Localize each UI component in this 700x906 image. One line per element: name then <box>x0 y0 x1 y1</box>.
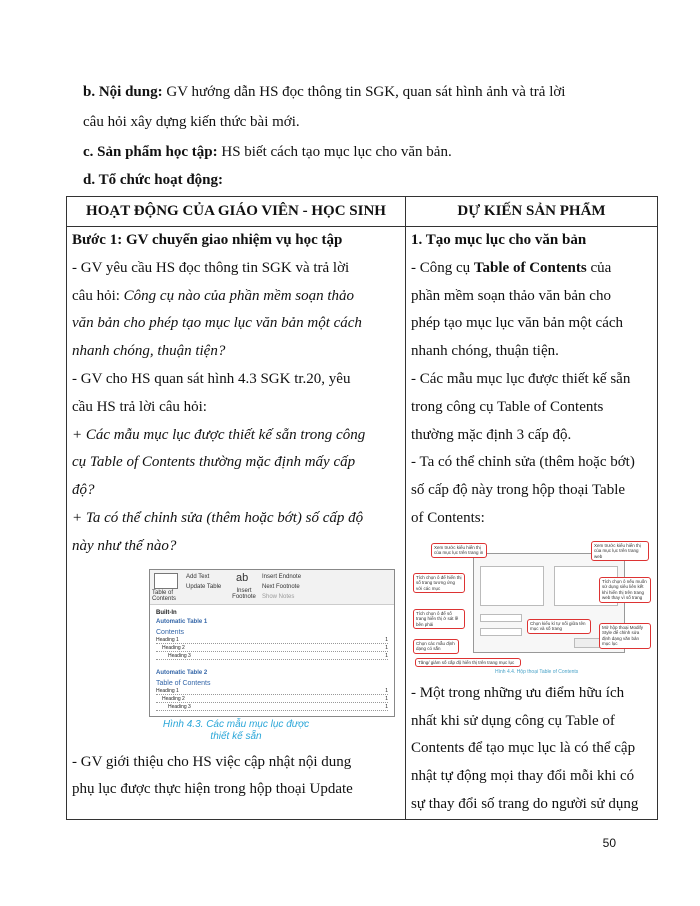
left-line: - GV cho HS quan sát hình 4.3 SGK tr.20, yêu <box>72 370 351 387</box>
organize-line <box>83 170 223 190</box>
left-line: phụ lục được thực hiện trong hộp thoại Update <box>72 781 353 798</box>
print-preview-pane <box>480 566 544 606</box>
right-line: - Một trong những ưu điểm hữu ích <box>411 684 625 701</box>
toc-gallery <box>150 605 394 716</box>
toc-entry: Heading 1 <box>156 687 179 694</box>
contents-title: Contents <box>156 628 185 636</box>
ab-icon: ab <box>236 571 249 584</box>
product-label: c. Sản phẩm học tập: <box>83 144 218 160</box>
add-text-label: Add Text <box>186 573 210 580</box>
right-line: of Contents: <box>411 509 485 526</box>
toc-templates-figure <box>149 569 395 717</box>
built-in-label: Built-In <box>156 609 177 616</box>
ribbon-toolbar <box>150 570 394 605</box>
toc-row: Heading 3 1 <box>156 653 388 660</box>
right-line: sự thay đổi số trang do người sử dụng <box>411 795 639 812</box>
content-label: b. Nội dung: <box>83 84 163 100</box>
table-body-row <box>67 227 658 820</box>
next-footnote-label: Next Footnote <box>262 583 300 590</box>
caption-line: thiết kế sẵn <box>210 730 262 742</box>
right-line: nhanh chóng, thuận tiện. <box>411 343 559 360</box>
toc-dialog-figure <box>411 541 652 676</box>
toc-row: Heading 1 1 <box>156 687 388 694</box>
toc-title: Table of Contents <box>156 679 211 687</box>
content-text: GV hướng dẫn HS đọc thông tin SGK, quan sát hình ảnh và trả lời <box>162 84 566 100</box>
right-line: nhất khi sử dụng công cụ Table of <box>411 712 615 729</box>
left-line: + Ta có thể chỉnh sửa (thêm hoặc bớt) số cấp độ <box>72 509 364 526</box>
toc-entry: Heading 3 <box>168 703 191 710</box>
left-line-part: câu hỏi: <box>72 287 124 304</box>
toc-row: Heading 2 1 <box>156 645 388 652</box>
table-header-row <box>67 197 658 227</box>
product-line <box>83 142 452 162</box>
caption-line: Hình 4.3. Các mẫu mục lục được <box>162 718 310 730</box>
toc-entry: Heading 1 <box>156 636 179 643</box>
left-cell <box>67 227 406 820</box>
callout-tab-leader: Chọn kiểu kí tự nối giữa tên mục và số trang <box>527 619 591 634</box>
page-number: 50 <box>602 836 616 850</box>
activity-table <box>66 196 658 820</box>
dialog-caption: Hình 4.4. Hộp thoại Table of Contents <box>495 668 579 675</box>
auto-table-1-label: Automatic Table 1 <box>156 618 208 625</box>
toc-button-label: Table of Contents <box>152 589 177 602</box>
figure-caption-4-3 <box>72 719 400 743</box>
left-line: - GV yêu cầu HS đọc thông tin SGK và trả lời <box>72 259 350 276</box>
left-line: này như thế nào? <box>72 537 177 554</box>
right-line: phép tạo mục lục văn bản một cách <box>411 315 624 332</box>
callout-right-align: Tích chọn ô để số trang hiển thị ở sát lề bên phải <box>413 609 465 630</box>
right-line <box>411 255 652 283</box>
right-line: phần mềm soạn thảo văn bản cho <box>411 287 611 304</box>
callout-web-preview: Xem trước kiểu hiển thị của mục lục trên trang web <box>591 541 649 562</box>
formats-select <box>480 628 522 636</box>
content-line-2: câu hỏi xây dựng kiến thức bài mới. <box>83 114 300 130</box>
right-line: thường mặc định 3 cấp độ. <box>411 426 572 443</box>
right-line: nhật tự động mọi thay đổi mỗi khi có <box>411 768 635 785</box>
step-heading: Bước 1: GV chuyển giao nhiệm vụ học tập <box>72 232 343 248</box>
tab-leader-select <box>480 614 522 622</box>
toc-entry: Heading 3 <box>168 652 191 659</box>
right-line: - Các mẫu mục lục được thiết kế sẵn <box>411 370 631 387</box>
toc-entry: Heading 2 <box>162 644 185 651</box>
header-teacher-student: HOẠT ĐỘNG CỦA GIÁO VIÊN - HỌC SINH <box>67 197 406 227</box>
right-cell <box>406 227 658 820</box>
insert-footnote-label: Insert Footnote <box>232 587 256 600</box>
toc-icon <box>154 573 178 589</box>
toc-entry: Heading 2 <box>162 695 185 702</box>
left-line: nhanh chóng, thuận tiện? <box>72 343 226 360</box>
toc-row: Heading 1 1 <box>156 636 388 643</box>
left-line: văn bản cho phép tạo mục lục văn bản một cách <box>72 315 362 332</box>
toc-row: Heading 3 1 <box>156 704 388 711</box>
callout-print-preview: Xem trước kiểu hiển thị của mục lục trên trang in <box>431 543 487 558</box>
callout-show-levels: Tăng/ giảm số cấp độ hiển thị trên trang mục lục <box>415 658 521 668</box>
toc-row: Heading 2 1 <box>156 696 388 703</box>
update-table-label: Update Table <box>186 583 222 590</box>
section-title: 1. Tạo mục lục cho văn bản <box>411 232 587 248</box>
left-line: - GV giới thiệu cho HS việc cập nhật nội dung <box>72 753 352 770</box>
left-line <box>72 283 400 311</box>
callout-show-page-numbers: Tích chọn ô để hiển thị số trang tương ứng với các mục <box>413 573 465 594</box>
show-notes-label: Show Notes <box>262 593 295 600</box>
left-line: cụ Table of Contents thường mặc định mấy cấp <box>72 454 356 471</box>
product-text: HS biết cách tạo mục lục cho văn bản. <box>217 144 452 160</box>
callout-formats: Chọn các mẫu định dạng có sẵn <box>413 639 459 654</box>
callout-use-hyperlinks: Tích chọn ô nếu muốn sử dụng siêu liên kết khi hiển thị trên trang web thay vì số trang <box>599 577 651 603</box>
insert-endnote-label: Insert Endnote <box>262 573 302 580</box>
header-expected-product: DỰ KIẾN SẢN PHẨM <box>406 197 658 227</box>
left-line: cầu HS trả lời câu hỏi: <box>72 398 207 415</box>
auto-table-2-label: Automatic Table 2 <box>156 669 208 676</box>
callout-modify-style: Mở hộp thoại Modify Style để chỉnh sửa định dạng văn bản mục lục <box>599 623 651 649</box>
left-line: + Các mẫu mục lục được thiết kế sẵn trong công <box>72 426 366 443</box>
right-line: số cấp độ này trong hộp thoại Table <box>411 482 626 499</box>
right-line-part: - Công cụ <box>411 259 474 276</box>
left-question: Công cụ nào của phần mềm soạn thảo <box>123 287 355 304</box>
organize-label: d. Tổ chức hoạt động: <box>83 172 224 188</box>
right-line: Contents để tạo mục lục là có thể cập <box>411 740 636 757</box>
right-line: - Ta có thể chỉnh sửa (thêm hoặc bớt) <box>411 454 635 471</box>
tool-name: Table of Contents <box>473 259 587 276</box>
left-line: độ? <box>72 482 95 499</box>
content-line <box>83 82 565 102</box>
right-line-part: của <box>586 259 612 276</box>
right-line: trong công cụ Table of Contents <box>411 398 604 415</box>
